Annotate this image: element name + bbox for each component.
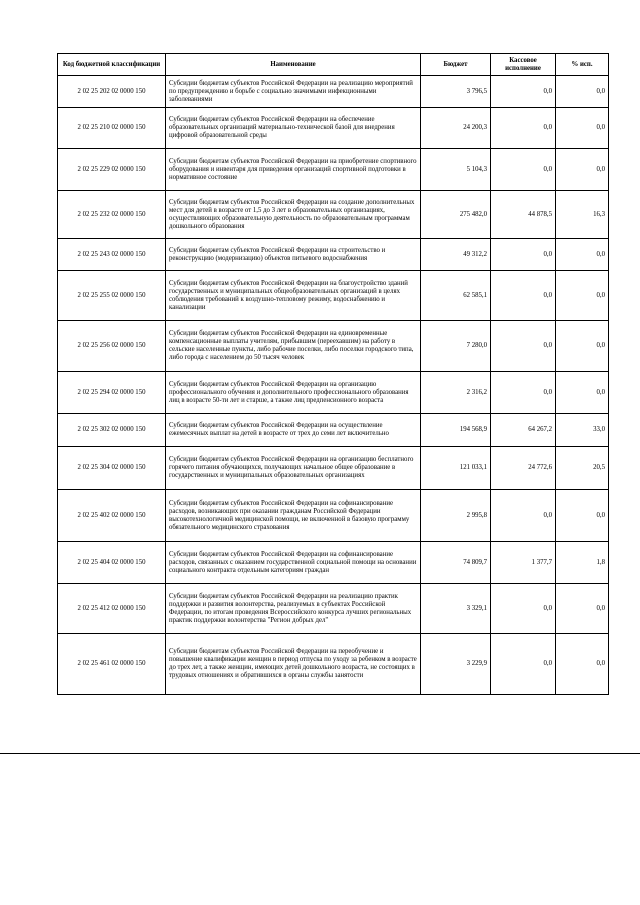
row-pct: 0,0 (556, 271, 609, 321)
row-code: 2 02 25 404 02 0000 150 (58, 542, 166, 584)
row-budget: 7 280,0 (421, 321, 491, 372)
row-name: Субсидии бюджетам субъектов Российской Федерации на организацию профессионального обучения и дополнительного профессионального образования лиц в возрасте 50-ти лет и старше, а также лиц предпенсионного возраста (166, 372, 421, 414)
table-row (58, 149, 609, 191)
row-name: Субсидии бюджетам субъектов Российской Федерации на благоустройство зданий государственных и муниципальных общеобразовательных организаций в целях соблюдения требований к воздушно-тепловому режиму, водоснабжению и канализации (166, 271, 421, 321)
row-cash: 1 377,7 (491, 542, 556, 584)
row-pct: 1,8 (556, 542, 609, 584)
row-budget: 2 316,2 (421, 372, 491, 414)
row-budget: 62 585,1 (421, 271, 491, 321)
table-row (58, 634, 609, 695)
header-cash: Кассовое исполнение (491, 54, 556, 76)
page-divider (0, 753, 640, 754)
row-cash: 64 267,2 (491, 414, 556, 447)
row-name: Субсидии бюджетам субъектов Российской Федерации на обеспечение образовательных организаций материально-технической базой для внедрения цифровой образовательной среды (166, 108, 421, 149)
row-cash: 0,0 (491, 76, 556, 108)
row-code: 2 02 25 243 02 0000 150 (58, 239, 166, 271)
row-code: 2 02 25 412 02 0000 150 (58, 584, 166, 634)
row-name: Субсидии бюджетам субъектов Российской Федерации на единовременные компенсационные выплаты учителям, прибывшим (переехавшим) на работу в сельские населенные пункты, либо рабочие поселки, либо поселки городского типа, либо города с населением до 50 тысяч человек (166, 321, 421, 372)
row-cash: 0,0 (491, 372, 556, 414)
row-name: Субсидии бюджетам субъектов Российской Федерации на осуществление ежемесячных выплат на детей в возрасте от трех до семи лет включительно (166, 414, 421, 447)
row-code: 2 02 25 294 02 0000 150 (58, 372, 166, 414)
row-budget: 121 033,1 (421, 447, 491, 490)
row-pct: 0,0 (556, 108, 609, 149)
row-budget: 194 568,9 (421, 414, 491, 447)
row-code: 2 02 25 461 02 0000 150 (58, 634, 166, 695)
table-row (58, 447, 609, 490)
row-pct: 0,0 (556, 239, 609, 271)
row-code: 2 02 25 256 02 0000 150 (58, 321, 166, 372)
row-cash: 0,0 (491, 108, 556, 149)
row-cash: 0,0 (491, 634, 556, 695)
row-code: 2 02 25 302 02 0000 150 (58, 414, 166, 447)
row-name: Субсидии бюджетам субъектов Российской Федерации на софинансирование расходов, возникающих при оказании гражданам Российской Федерации высокотехнологичной медицинской помощи, не включенной в базовую программу обязательного медицинского страхования (166, 490, 421, 542)
row-budget: 49 312,2 (421, 239, 491, 271)
row-name: Субсидии бюджетам субъектов Российской Федерации на организацию бесплатного горячего питания обучающихся, получающих начальное общее образование в государственных и муниципальных образовательных организациях (166, 447, 421, 490)
row-name: Субсидии бюджетам субъектов Российской Федерации на строительство и реконструкцию (модернизацию) объектов питьевого водоснабжения (166, 239, 421, 271)
row-name: Субсидии бюджетам субъектов Российской Федерации на реализацию практик поддержки и развития волонтерства, реализуемых в субъектах Российской Федерации, по итогам проведения Всероссийского конкурса лучших региональных практик поддержки волонтерства "Регион добрых дел" (166, 584, 421, 634)
row-budget: 3 796,5 (421, 76, 491, 108)
row-pct: 0,0 (556, 76, 609, 108)
row-cash: 0,0 (491, 149, 556, 191)
budget-table (57, 53, 609, 695)
row-name: Субсидии бюджетам субъектов Российской Федерации на создание дополнительных мест для детей в возрасте от 1,5 до 3 лет в образовательных организациях, осуществляющих образовательную деятельность по образовательным программам дошкольного образования (166, 191, 421, 239)
table-row (58, 271, 609, 321)
row-code: 2 02 25 402 02 0000 150 (58, 490, 166, 542)
row-budget: 3 229,9 (421, 634, 491, 695)
row-budget: 2 995,8 (421, 490, 491, 542)
row-budget: 275 482,0 (421, 191, 491, 239)
table-row (58, 321, 609, 372)
row-cash: 24 772,6 (491, 447, 556, 490)
table-row (58, 584, 609, 634)
row-pct: 0,0 (556, 149, 609, 191)
row-budget: 5 104,3 (421, 149, 491, 191)
row-name: Субсидии бюджетам субъектов Российской Федерации на реализацию мероприятий по предупреждению и борьбе с социально значимыми инфекционными заболеваниями (166, 76, 421, 108)
row-pct: 20,5 (556, 447, 609, 490)
row-pct: 33,0 (556, 414, 609, 447)
row-pct: 0,0 (556, 584, 609, 634)
header-code: Код бюджетной классификации (58, 54, 166, 76)
row-code: 2 02 25 202 02 0000 150 (58, 76, 166, 108)
row-pct: 0,0 (556, 490, 609, 542)
row-pct: 0,0 (556, 372, 609, 414)
table-row (58, 372, 609, 414)
row-pct: 0,0 (556, 321, 609, 372)
table-row (58, 191, 609, 239)
row-code: 2 02 25 210 02 0000 150 (58, 108, 166, 149)
table-row (58, 542, 609, 584)
row-pct: 16,3 (556, 191, 609, 239)
row-cash: 0,0 (491, 584, 556, 634)
row-name: Субсидии бюджетам субъектов Российской Федерации на приобретение спортивного оборудования и инвентаря для приведения организаций спортивной подготовки в нормативное состояние (166, 149, 421, 191)
header-pct: % исп. (556, 54, 609, 76)
header-budget: Бюджет (421, 54, 491, 76)
row-budget: 24 200,3 (421, 108, 491, 149)
row-cash: 0,0 (491, 271, 556, 321)
row-cash: 44 878,5 (491, 191, 556, 239)
table-row (58, 108, 609, 149)
table-row (58, 239, 609, 271)
row-code: 2 02 25 304 02 0000 150 (58, 447, 166, 490)
row-budget: 3 329,1 (421, 584, 491, 634)
table-header-row (58, 54, 609, 76)
table-row (58, 490, 609, 542)
row-cash: 0,0 (491, 321, 556, 372)
row-name: Субсидии бюджетам субъектов Российской Федерации на переобучение и повышение квалификации женщин в период отпуска по уходу за ребенком в возрасте до трех лет, а также женщин, имеющих детей дошкольного возраста, не состоящих в трудовых отношениях и обратившихся в органы службы занятости (166, 634, 421, 695)
row-code: 2 02 25 255 02 0000 150 (58, 271, 166, 321)
row-code: 2 02 25 229 02 0000 150 (58, 149, 166, 191)
table-row (58, 76, 609, 108)
row-cash: 0,0 (491, 239, 556, 271)
row-code: 2 02 25 232 02 0000 150 (58, 191, 166, 239)
table-row (58, 414, 609, 447)
row-name: Субсидии бюджетам субъектов Российской Федерации на софинансирование расходов, связанных с оказанием государственной социальной помощи на основании социального контракта отдельным категориям граждан (166, 542, 421, 584)
row-budget: 74 809,7 (421, 542, 491, 584)
row-pct: 0,0 (556, 634, 609, 695)
header-name: Наименование (166, 54, 421, 76)
row-cash: 0,0 (491, 490, 556, 542)
